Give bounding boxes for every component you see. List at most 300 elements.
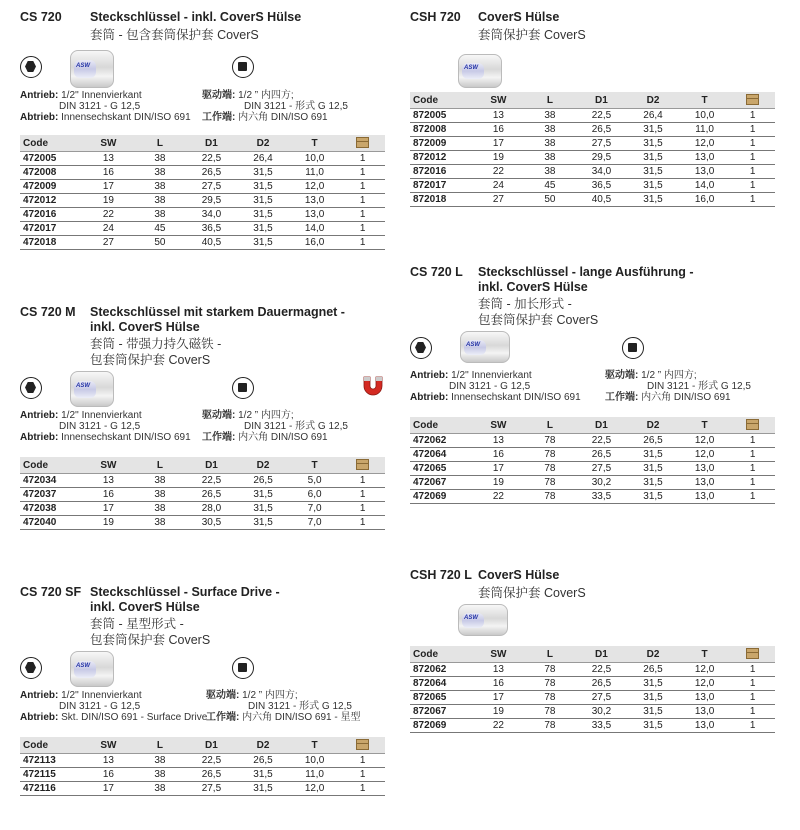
- table-cell: 13,0: [679, 691, 731, 705]
- spec-block-zh: 驱动端: 1/2 ” 内四方; DIN 3121 - 形式 G 12,5 工作端: 内六角 DIN/ISO 691: [202, 90, 348, 123]
- table-row: [20, 768, 385, 782]
- table-cell: 17: [83, 782, 135, 796]
- table-row: [410, 719, 775, 733]
- table-cell: 472040: [20, 516, 83, 530]
- table-cell: 38: [134, 152, 185, 166]
- table-row: [20, 236, 385, 250]
- table-row: [410, 691, 775, 705]
- table-cell: 31,5: [627, 476, 679, 490]
- section-cs720: [20, 10, 385, 260]
- table-cell: 1: [730, 705, 775, 719]
- cover-sleeve-image: ASW: [458, 54, 502, 88]
- table-cell: 472034: [20, 474, 83, 488]
- table-cell: 26,5: [237, 474, 289, 488]
- table-cell: 31,5: [627, 677, 679, 691]
- table-cell: 26,4: [237, 152, 289, 166]
- table-cell: 78: [524, 462, 575, 476]
- column-header: Code: [20, 135, 83, 152]
- table-cell: 78: [524, 705, 575, 719]
- table-cell: 38: [134, 488, 185, 502]
- table-cell: 11,0: [289, 166, 341, 180]
- table-cell: 1: [730, 109, 775, 123]
- surface-drive-icon: [20, 657, 42, 679]
- table-cell: 12,0: [289, 180, 341, 194]
- table-cell: 26,5: [576, 448, 628, 462]
- column-header: SW: [83, 135, 135, 152]
- table-cell: 472008: [20, 166, 83, 180]
- table-cell: 19: [473, 476, 525, 490]
- column-header: Code: [410, 417, 473, 434]
- table-cell: 1: [730, 137, 775, 151]
- spec-block: Antrieb: 1/2'' Innenvierkant DIN 3121 - G 12,5 Abtrieb: Innensechskant DIN/ISO 691: [20, 410, 191, 443]
- table-cell: 50: [524, 193, 575, 207]
- table-cell: 1: [340, 754, 385, 768]
- table-cell: 872005: [410, 109, 473, 123]
- table-cell: 13,0: [289, 208, 341, 222]
- table-row: [410, 109, 775, 123]
- table-cell: 1: [730, 434, 775, 448]
- table-cell: 24: [83, 222, 135, 236]
- spec-block-zh: 驱动端: 1/2 ” 内四方; DIN 3121 - 形式 G 12,5 工作端: 内六角 DIN/ISO 691 - 星型: [206, 690, 361, 723]
- table-row: [410, 179, 775, 193]
- table-cell: 31,5: [627, 179, 679, 193]
- table-row: [20, 180, 385, 194]
- table-cell: 30,2: [576, 705, 628, 719]
- table-cell: 1: [730, 462, 775, 476]
- table-cell: 26,5: [237, 754, 289, 768]
- section-code: CS 720: [20, 10, 62, 24]
- table-cell: 22: [473, 719, 525, 733]
- cover-sleeve-image: ASW: [458, 604, 508, 636]
- table-cell: 26,5: [627, 434, 679, 448]
- table-cell: 38: [134, 166, 185, 180]
- table-cell: 13,0: [289, 194, 341, 208]
- table-cell: 78: [524, 490, 575, 504]
- table-cell: 31,5: [237, 222, 289, 236]
- table-cell: 36,5: [186, 222, 238, 236]
- column-header: L: [134, 737, 185, 754]
- table-cell: 26,4: [627, 109, 679, 123]
- table-cell: 28,0: [186, 502, 238, 516]
- table-cell: 31,5: [237, 782, 289, 796]
- table-cell: 31,5: [627, 165, 679, 179]
- table-cell: 38: [134, 208, 185, 222]
- table-cell: 10,0: [289, 152, 341, 166]
- section-title-zh: 套筒 - 星型形式 - 包套筒保护套 CoverS: [90, 617, 211, 647]
- section-code: CS 720 M: [20, 305, 76, 319]
- table-cell: 12,0: [679, 137, 731, 151]
- table-cell: 31,5: [237, 180, 289, 194]
- column-header: D2: [627, 646, 679, 663]
- table-cell: 872064: [410, 677, 473, 691]
- table-cell: 38: [524, 109, 575, 123]
- column-header: D1: [576, 92, 628, 109]
- package-icon: [356, 739, 369, 750]
- hex-drive-icon: [20, 377, 42, 399]
- table-cell: 1: [340, 502, 385, 516]
- table-cell: 31,5: [237, 166, 289, 180]
- table-cell: 19: [473, 705, 525, 719]
- table-cell: 1: [340, 208, 385, 222]
- table-header-row: [410, 417, 775, 434]
- table-cell: 27,5: [186, 782, 238, 796]
- section-code: CS 720 L: [410, 265, 463, 279]
- table-row: [20, 222, 385, 236]
- table-cell: 31,5: [627, 705, 679, 719]
- table-cell: 1: [730, 663, 775, 677]
- table-cell: 29,5: [576, 151, 628, 165]
- table-cell: 38: [134, 194, 185, 208]
- table-header-row: [410, 92, 775, 109]
- magnet-icon: [360, 373, 386, 399]
- table-cell: 31,5: [627, 193, 679, 207]
- table-cell: 22,5: [576, 109, 628, 123]
- table-cell: 472005: [20, 152, 83, 166]
- column-header: D1: [186, 135, 238, 152]
- section-cs720m: [20, 305, 385, 535]
- table-row: [20, 754, 385, 768]
- column-header: Code: [410, 92, 473, 109]
- table-cell: 10,0: [289, 754, 341, 768]
- table-cell: 27,5: [576, 462, 628, 476]
- table-cell: 26,5: [576, 123, 628, 137]
- column-header: SW: [473, 646, 525, 663]
- table-cell: 33,5: [576, 719, 628, 733]
- table-cell: 30,5: [186, 516, 238, 530]
- table-cell: 19: [83, 516, 135, 530]
- table-cell: 31,5: [627, 691, 679, 705]
- section-title-zh: 套筒保护套 CoverS: [478, 586, 586, 600]
- table-header-row: [410, 646, 775, 663]
- column-header: T: [679, 417, 731, 434]
- table-cell: 24: [473, 179, 525, 193]
- column-header: L: [524, 646, 575, 663]
- table-cell: 472115: [20, 768, 83, 782]
- table-cell: 1: [340, 194, 385, 208]
- table-cell: 16: [83, 488, 135, 502]
- table-cell: 14,0: [679, 179, 731, 193]
- table-cell: 5,0: [289, 474, 341, 488]
- section-cs720l: [410, 265, 775, 510]
- table-cell: 12,0: [679, 677, 731, 691]
- spec-block: Antrieb: 1/2'' Innenvierkant DIN 3121 - G 12,5 Abtrieb: Innensechskant DIN/ISO 691: [20, 90, 191, 123]
- table-cell: 10,0: [679, 109, 731, 123]
- table-cell: 872018: [410, 193, 473, 207]
- table-cell: 38: [134, 474, 185, 488]
- table-cell: 17: [83, 180, 135, 194]
- table-cell: 78: [524, 691, 575, 705]
- column-header: T: [289, 457, 341, 474]
- table-cell: 78: [524, 448, 575, 462]
- table-cell: 17: [473, 462, 525, 476]
- table-cell: 78: [524, 719, 575, 733]
- column-header: SW: [473, 92, 525, 109]
- table-cell: 13,0: [679, 490, 731, 504]
- column-header: Code: [20, 457, 83, 474]
- column-header: D2: [237, 737, 289, 754]
- table-cell: 31,5: [237, 488, 289, 502]
- table-cell: 13,0: [679, 151, 731, 165]
- table-cell: 1: [730, 691, 775, 705]
- table-cell: 13,0: [679, 165, 731, 179]
- table-row: [410, 137, 775, 151]
- table-cell: 26,5: [576, 677, 628, 691]
- table-cell: 1: [730, 151, 775, 165]
- table-row: [20, 152, 385, 166]
- table-cell: 78: [524, 663, 575, 677]
- column-header: L: [134, 135, 185, 152]
- table-cell: 14,0: [289, 222, 341, 236]
- table-cell: 31,5: [237, 768, 289, 782]
- column-header: T: [679, 92, 731, 109]
- table-cell: 472067: [410, 476, 473, 490]
- section-title: Steckschlüssel - inkl. CoverS Hülse: [90, 10, 302, 24]
- package-icon: [746, 419, 759, 430]
- table-row: [20, 488, 385, 502]
- table-cell: 26,5: [186, 166, 238, 180]
- table-cell: 13,0: [679, 476, 731, 490]
- table-cell: 31,5: [237, 516, 289, 530]
- package-icon: [356, 459, 369, 470]
- table-cell: 872017: [410, 179, 473, 193]
- table-cell: 22,5: [576, 663, 628, 677]
- column-header-package: [730, 646, 775, 663]
- table-cell: 22: [473, 165, 525, 179]
- table-cell: 1: [730, 677, 775, 691]
- table-cell: 472062: [410, 434, 473, 448]
- column-header: D2: [627, 92, 679, 109]
- table-cell: 872008: [410, 123, 473, 137]
- table-cell: 31,5: [627, 151, 679, 165]
- square-drive-icon: [232, 56, 254, 78]
- column-header: D1: [576, 417, 628, 434]
- table-cell: 45: [524, 179, 575, 193]
- spec-block-zh: 驱动端: 1/2 ” 内四方; DIN 3121 - 形式 G 12,5 工作端: 内六角 DIN/ISO 691: [202, 410, 348, 443]
- section-title-zh: 套筒保护套 CoverS: [478, 28, 586, 42]
- table-cell: 1: [340, 236, 385, 250]
- table-row: [410, 434, 775, 448]
- table-cell: 472012: [20, 194, 83, 208]
- table-cell: 19: [83, 194, 135, 208]
- table-cell: 40,5: [576, 193, 628, 207]
- table-row: [20, 208, 385, 222]
- table-cell: 11,0: [289, 768, 341, 782]
- column-header-package: [730, 417, 775, 434]
- spec-block-zh: 驱动端: 1/2 ” 内四方; DIN 3121 - 形式 G 12,5 工作端: 内六角 DIN/ISO 691: [605, 370, 751, 403]
- table-cell: 50: [134, 236, 185, 250]
- product-table: [20, 457, 385, 530]
- product-table: [410, 92, 775, 207]
- table-cell: 7,0: [289, 516, 341, 530]
- table-row: [410, 663, 775, 677]
- table-cell: 472065: [410, 462, 473, 476]
- column-header-package: [340, 737, 385, 754]
- table-cell: 78: [524, 677, 575, 691]
- column-header: D2: [237, 457, 289, 474]
- table-cell: 38: [134, 502, 185, 516]
- section-title-zh: 套筒 - 带强力持久磁铁 - 包套筒保护套 CoverS: [90, 337, 222, 367]
- section-title: Steckschlüssel - Surface Drive - inkl. CoverS Hülse: [90, 585, 280, 614]
- table-cell: 12,0: [679, 434, 731, 448]
- table-cell: 31,5: [627, 448, 679, 462]
- table-cell: 22,5: [186, 474, 238, 488]
- column-header: L: [524, 417, 575, 434]
- table-cell: 27: [473, 193, 525, 207]
- spec-block: Antrieb: 1/2'' Innenvierkant DIN 3121 - G 12,5 Abtrieb: Innensechskant DIN/ISO 691: [410, 370, 581, 403]
- table-cell: 7,0: [289, 502, 341, 516]
- table-cell: 38: [134, 180, 185, 194]
- table-cell: 472037: [20, 488, 83, 502]
- table-cell: 13: [473, 109, 525, 123]
- table-cell: 31,5: [627, 462, 679, 476]
- table-header-row: [20, 135, 385, 152]
- table-row: [20, 166, 385, 180]
- section-code: CS 720 SF: [20, 585, 82, 599]
- table-cell: 78: [524, 434, 575, 448]
- table-cell: 22: [83, 208, 135, 222]
- table-cell: 872012: [410, 151, 473, 165]
- section-csh720l: [410, 568, 775, 768]
- column-header: T: [289, 135, 341, 152]
- table-cell: 38: [524, 165, 575, 179]
- column-header: D1: [186, 457, 238, 474]
- table-cell: 31,5: [237, 502, 289, 516]
- table-cell: 13,0: [679, 705, 731, 719]
- table-cell: 1: [340, 474, 385, 488]
- column-header-package: [730, 92, 775, 109]
- table-cell: 45: [134, 222, 185, 236]
- table-cell: 38: [134, 754, 185, 768]
- table-cell: 472116: [20, 782, 83, 796]
- table-cell: 38: [134, 782, 185, 796]
- table-row: [20, 782, 385, 796]
- section-title-zh: 套筒 - 加长形式 - 包套筒保护套 CoverS: [478, 297, 599, 327]
- table-cell: 34,0: [576, 165, 628, 179]
- table-cell: 22,5: [186, 754, 238, 768]
- table-row: [410, 677, 775, 691]
- table-cell: 17: [473, 137, 525, 151]
- column-header: D2: [627, 417, 679, 434]
- table-cell: 1: [730, 476, 775, 490]
- table-row: [20, 502, 385, 516]
- table-cell: 26,5: [627, 663, 679, 677]
- table-cell: 472113: [20, 754, 83, 768]
- column-header: D1: [186, 737, 238, 754]
- table-cell: 13: [473, 663, 525, 677]
- table-row: [410, 462, 775, 476]
- table-cell: 13,0: [679, 462, 731, 476]
- section-title-zh: 套筒 - 包含套筒保护套 CoverS: [90, 28, 259, 42]
- square-drive-icon: [232, 657, 254, 679]
- table-cell: 472018: [20, 236, 83, 250]
- table-cell: 19: [473, 151, 525, 165]
- column-header: T: [289, 737, 341, 754]
- table-row: [410, 705, 775, 719]
- table-cell: 31,5: [237, 208, 289, 222]
- table-cell: 1: [730, 179, 775, 193]
- table-cell: 11,0: [679, 123, 731, 137]
- table-cell: 31,5: [627, 719, 679, 733]
- table-row: [410, 193, 775, 207]
- table-row: [410, 490, 775, 504]
- column-header: SW: [83, 457, 135, 474]
- table-cell: 13,0: [679, 719, 731, 733]
- table-cell: 33,5: [576, 490, 628, 504]
- square-drive-icon: [232, 377, 254, 399]
- table-cell: 472064: [410, 448, 473, 462]
- column-header: L: [524, 92, 575, 109]
- table-cell: 31,5: [627, 490, 679, 504]
- table-cell: 1: [730, 165, 775, 179]
- package-icon: [746, 94, 759, 105]
- socket-image: ASW: [70, 50, 114, 88]
- section-cs720sf: [20, 585, 385, 810]
- table-cell: 1: [340, 180, 385, 194]
- table-cell: 1: [340, 152, 385, 166]
- table-cell: 38: [134, 516, 185, 530]
- table-cell: 472017: [20, 222, 83, 236]
- table-cell: 1: [730, 490, 775, 504]
- table-cell: 872016: [410, 165, 473, 179]
- table-cell: 36,5: [576, 179, 628, 193]
- table-cell: 12,0: [679, 663, 731, 677]
- package-icon: [356, 137, 369, 148]
- table-cell: 1: [730, 123, 775, 137]
- column-header: D2: [237, 135, 289, 152]
- table-cell: 38: [524, 151, 575, 165]
- table-cell: 1: [730, 719, 775, 733]
- table-cell: 31,5: [627, 137, 679, 151]
- table-cell: 872009: [410, 137, 473, 151]
- hex-drive-icon: [20, 56, 42, 78]
- socket-image: ASW: [70, 651, 114, 687]
- column-header-package: [340, 457, 385, 474]
- section-title: Steckschlüssel - lange Ausführung - inkl. CoverS Hülse: [478, 265, 694, 294]
- table-cell: 22,5: [186, 152, 238, 166]
- table-cell: 16: [83, 768, 135, 782]
- square-drive-icon: [622, 337, 644, 359]
- table-cell: 29,5: [186, 194, 238, 208]
- section-title: Steckschlüssel mit starkem Dauermagnet - inkl. CoverS Hülse: [90, 305, 345, 334]
- table-cell: 17: [83, 502, 135, 516]
- table-cell: 1: [340, 488, 385, 502]
- table-cell: 472038: [20, 502, 83, 516]
- table-cell: 1: [340, 768, 385, 782]
- spec-block: Antrieb: 1/2'' Innenvierkant DIN 3121 - G 12,5 Abtrieb: Skt. DIN/ISO 691 - Surface Drive: [20, 690, 208, 723]
- table-cell: 16: [473, 448, 525, 462]
- table-cell: 13: [83, 474, 135, 488]
- section-csh720: [410, 10, 775, 220]
- table-cell: 1: [340, 782, 385, 796]
- table-cell: 27,5: [576, 137, 628, 151]
- package-icon: [746, 648, 759, 659]
- product-table: [410, 417, 775, 504]
- table-row: [410, 123, 775, 137]
- socket-image: ASW: [70, 371, 114, 407]
- table-cell: 872062: [410, 663, 473, 677]
- table-cell: 13: [473, 434, 525, 448]
- table-cell: 472069: [410, 490, 473, 504]
- table-cell: 27: [83, 236, 135, 250]
- product-table: [410, 646, 775, 733]
- table-cell: 872065: [410, 691, 473, 705]
- column-header-package: [340, 135, 385, 152]
- table-cell: 38: [524, 137, 575, 151]
- table-header-row: [20, 737, 385, 754]
- column-header: L: [134, 457, 185, 474]
- product-table: [20, 135, 385, 250]
- section-title: CoverS Hülse: [478, 568, 560, 582]
